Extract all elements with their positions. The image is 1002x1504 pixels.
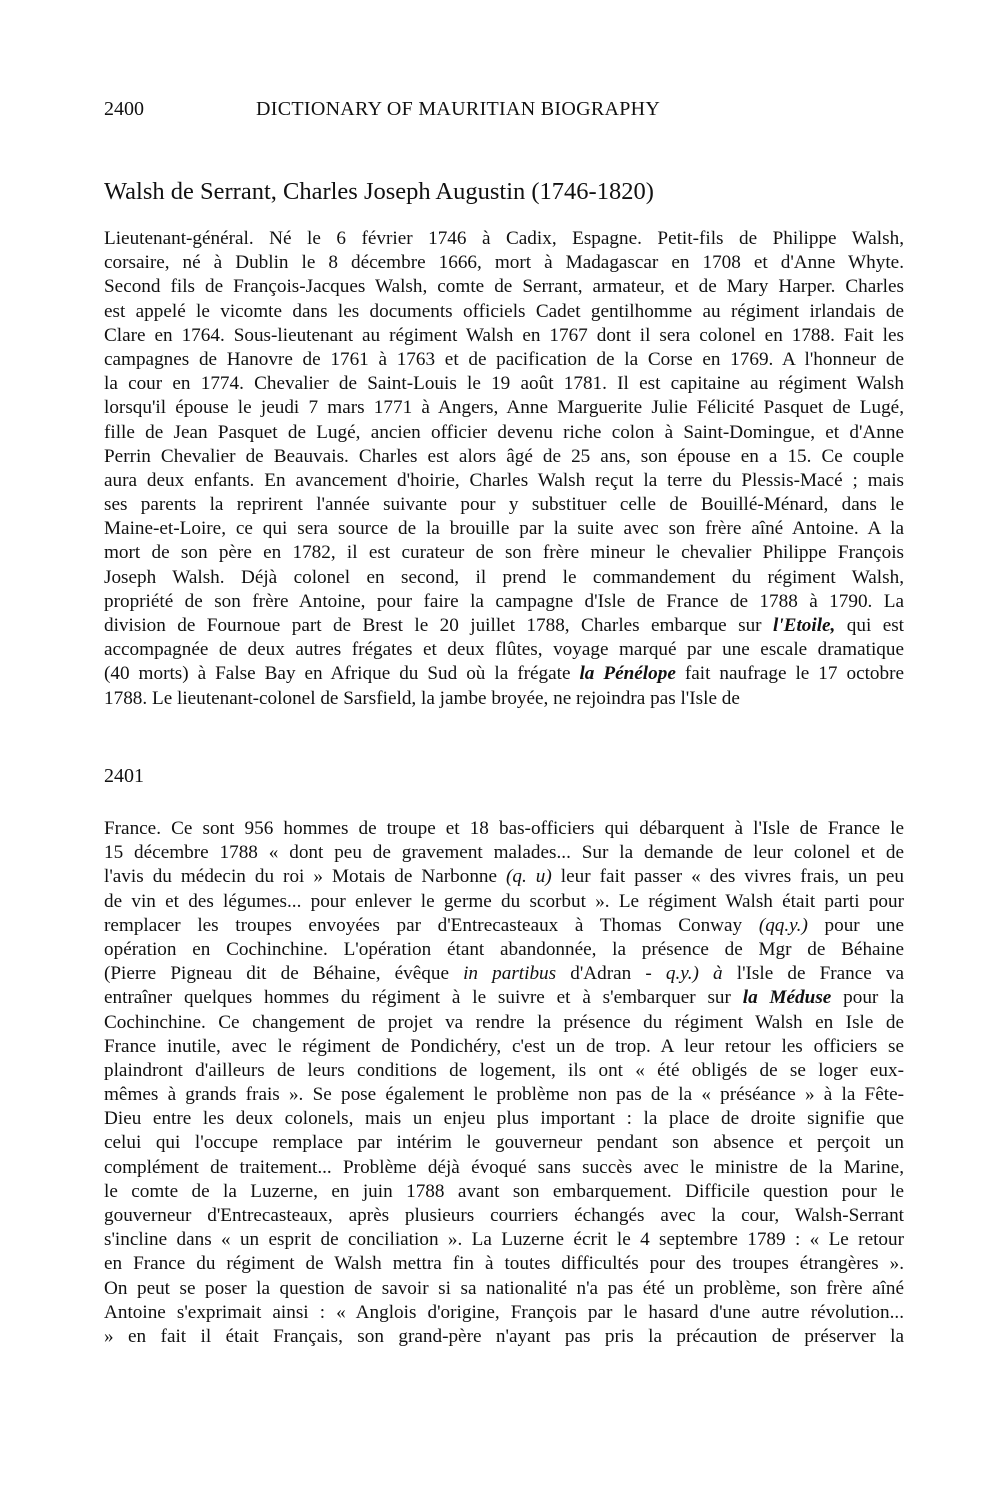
text-segment: pour une xyxy=(824,914,904,936)
text-line: mêmes à grands frais ». Se pose également le problème non pas de la « préséance » à la Fête- xyxy=(104,1084,904,1106)
text-segment: entraîner quelques hommes du régiment à le suivre et à s'embarquer sur xyxy=(104,987,731,1009)
cross-reference: (qq.y.) xyxy=(758,914,808,936)
text-line: s'incline dans « un esprit de conciliation ». La Luzerne écrit le 4 septembre 1789 : « Le retour xyxy=(104,1229,904,1251)
text-line: Perrin Chevalier de Beauvais. Charles est alors âgé de 25 ans, son épouse en a 15. Ce couple xyxy=(104,445,904,467)
text-line: mort de son père en 1782, il est curateur de son frère mineur le chevalier Philippe François xyxy=(104,542,904,564)
text-line-with-ref xyxy=(104,865,904,889)
text-line: celui qui l'occupe remplace par intérim le gouverneur pendant son absence et perçoit un xyxy=(104,1132,904,1154)
text-segment: division de Fournoue part de Brest le 20 juillet 1788, Charles embarque sur xyxy=(104,615,762,636)
text-line: aura deux enfants. En avancement d'hoirie, Charles Walsh reçut la terre du Plessis-Macé ; mais xyxy=(104,469,904,491)
text-line: fille de Jean Pasquet de Lugé, ancien officier devenu riche colon à Saint-Domingue, et d'Anne xyxy=(104,421,904,443)
text-line: ses parents la reprirent l'année suivante pour y substituer celle de Bouillé-Ménard, dans le xyxy=(104,494,904,516)
text-segment: qui est xyxy=(846,615,904,636)
text-line: » en fait il était Français, son grand-père n'ayant pas pris la précaution de préserver la xyxy=(104,1325,904,1347)
text-line: France. Ce sont 956 hommes de troupe et 18 bas-officiers qui débarquent à l'Isle de France le xyxy=(104,818,904,839)
text-line: lorsqu'il épouse le jeudi 7 mars 1771 à Angers, Anne Marguerite Julie Félicité Pasquet de Lugé, xyxy=(104,397,904,419)
text-line: Second fils de François-Jacques Walsh, comte de Serrant, armateur, et de Mary Harper. Charles xyxy=(104,276,904,298)
text-line-with-ref xyxy=(104,962,904,986)
text-segment: (40 morts) à False Bay en Afrique du Sud où la frégate xyxy=(104,663,571,685)
text-line: opération en Cochinchine. L'opération étant abandonnée, la présence de Mgr de Béhaine xyxy=(104,938,904,960)
latin-phrase: in partibus xyxy=(463,963,557,985)
text-line: Clare en 1764. Sous-lieutenant au régiment Walsh en 1767 dont il sera colonel en 1788. Fait les xyxy=(104,324,904,346)
text-line: le comte de la Luzerne, en juin 1788 avant son embarquement. Difficile question pour le xyxy=(104,1180,904,1202)
text-line: complément de traitement... Problème déjà évoqué sans succès avec le ministre de la Marine, xyxy=(104,1156,904,1178)
text-line: en France du régiment de Walsh mettra fin à toutes difficultés pour des troupes étrangères ». xyxy=(104,1253,904,1275)
text-line-with-ship xyxy=(104,614,904,638)
text-line: Joseph Walsh. Déjà colonel en second, il prend le commandement du régiment Walsh, xyxy=(104,566,904,588)
entry-title: Walsh de Serrant, Charles Joseph Augustin (1746-1820) xyxy=(104,178,654,205)
text-line-with-ship xyxy=(104,662,904,686)
text-line: Antoine s'exprimait ainsi : « Anglois d'origine, François par le hasard d'une autre révolution... xyxy=(104,1301,904,1323)
text-line: la cour en 1774. Chevalier de Saint-Louis le 19 août 1781. Il est capitaine au régiment Walsh xyxy=(104,373,904,395)
text-line: Maine-et-Loire, ce qui sera source de la brouille par la suite avec son frère aîné Antoine. A la xyxy=(104,518,904,540)
ship-name: l'Etoile, xyxy=(772,615,836,636)
text-line: On peut se poser la question de savoir si sa nationalité n'a pas été un problème, son frère aîné xyxy=(104,1277,904,1299)
text-line-with-ref xyxy=(104,914,904,938)
entry-body-page-2401 xyxy=(104,817,904,1349)
cross-reference: (q. u) xyxy=(506,866,552,888)
text-line: Lieutenant-général. Né le 6 février 1746 à Cadix, Espagne. Petit-fils de Philippe Walsh, xyxy=(104,228,904,249)
text-line: gouverneur d'Entrecasteaux, après plusieurs courriers échangés avec la cour, Walsh-Serrant xyxy=(104,1205,904,1226)
text-line: corsaire, né à Dublin le 8 décembre 1666, mort à Madagascar en 1708 et d'Anne Whyte. xyxy=(104,252,904,274)
text-line: campagnes de Hanovre de 1761 à 1763 et de pacification de la Corse en 1769. A l'honneur de xyxy=(104,348,904,370)
running-title: DICTIONARY OF MAURITIAN BIOGRAPHY xyxy=(256,98,661,120)
page-header xyxy=(104,94,904,124)
text-segment: fait naufrage le 17 octobre xyxy=(684,663,904,685)
text-line: 15 décembre 1788 « dont peu de gravement malades... Sur la demande de leur colonel et de xyxy=(104,842,904,864)
text-line: 1788. Le lieutenant-colonel de Sarsfield, la jambe broyée, ne rejoindra pas l'Isle de xyxy=(104,687,740,709)
text-segment: d'Adran - xyxy=(570,963,652,985)
text-segment: remplacer les troupes envoyées par d'Entrecasteaux à Thomas Conway xyxy=(104,914,743,936)
text-line: Cochinchine. Ce changement de projet va rendre la présence du régiment Walsh en Isle de xyxy=(104,1011,904,1033)
entry-body-page-2400 xyxy=(104,227,904,711)
cross-reference: q.y.) à xyxy=(665,963,723,985)
text-line-with-ship xyxy=(104,986,904,1010)
text-line: de vin et des légumes... pour enlever le germe du scorbut ». Le régiment Walsh était parti pour xyxy=(104,890,904,912)
text-line: France inutile, avec le régiment de Pondichéry, c'est un de trop. A leur retour les officiers se xyxy=(104,1035,904,1057)
ship-name: la Pénélope xyxy=(579,663,676,685)
text-segment: pour la xyxy=(843,987,904,1009)
text-line: plaindront d'ailleurs de leurs conditions de logement, ils ont « été obligés de se loger eux- xyxy=(104,1059,904,1081)
text-line: accompagnée de deux autres frégates et deux flûtes, voyage marqué par une escale dramatique xyxy=(104,639,904,661)
text-segment: l'avis du médecin du roi » Motais de Narbonne xyxy=(104,866,498,888)
page-number: 2400 xyxy=(104,98,144,120)
page-number-2: 2401 xyxy=(104,765,144,787)
text-line: propriété de son frère Antoine, pour faire la campagne d'Isle de France de 1788 à 1790. La xyxy=(104,590,904,612)
text-segment: l'Isle de France va xyxy=(736,963,904,985)
ship-name: la Méduse xyxy=(742,987,832,1009)
text-line: est appelé le vicomte dans les documents officiels Cadet gentilhomme au régiment irlandais de xyxy=(104,300,904,322)
text-segment: (Pierre Pigneau dit de Béhaine, évêque xyxy=(104,963,449,985)
text-line: Dieu entre les deux colonels, mais un enjeu plus important : la place de droite signifie que xyxy=(104,1108,904,1130)
text-segment: leur fait passer « des vivres frais, un peu xyxy=(560,866,904,888)
